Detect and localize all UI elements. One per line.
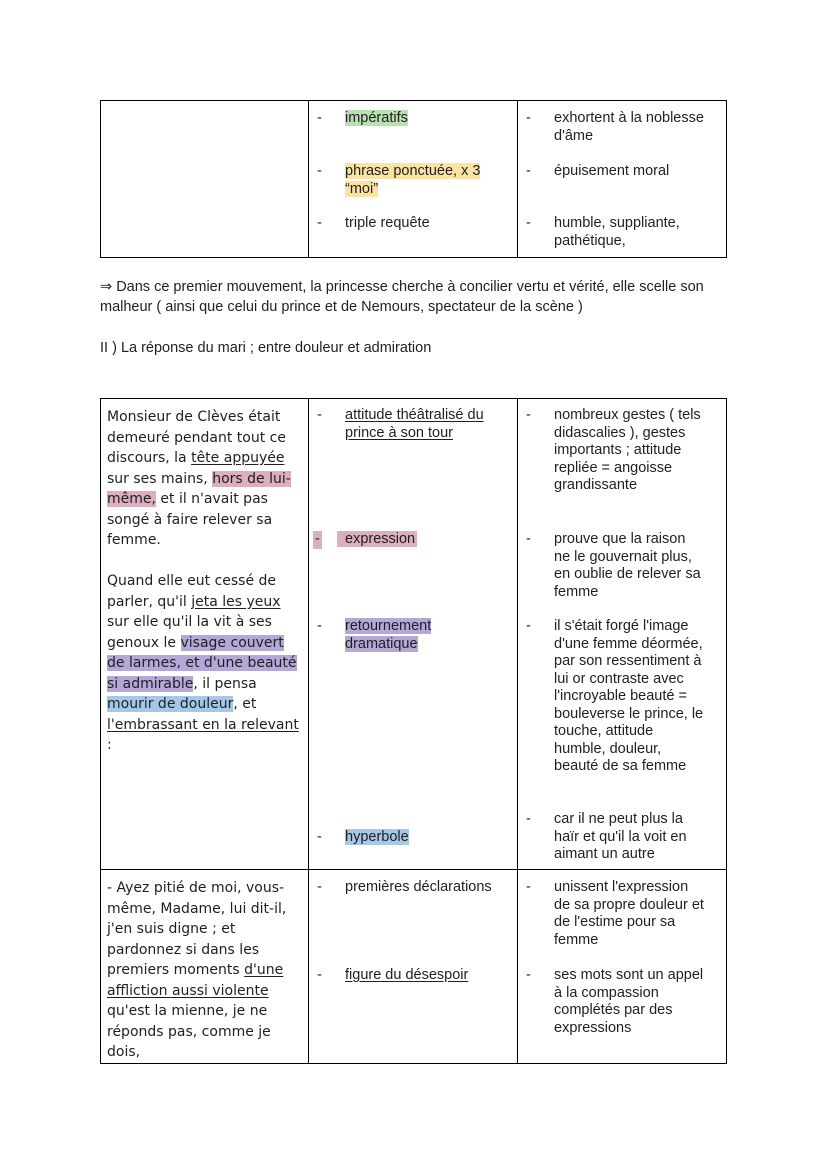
bullet-item: - phrase ponctuée, x 3 “moi” <box>317 163 481 197</box>
effect-cell <box>518 870 727 1064</box>
arrow-icon: ⇒ <box>100 279 113 295</box>
effect-text: ses mots sont un appel à la compassion complétés par des expressions <box>554 967 704 1036</box>
highlighted-phrase: visage couvert de larmes, et d'une beauté si admirable <box>107 634 297 692</box>
bullet-item: - prouve que la raison ne le gouvernait plus, en oublie de relever sa femme <box>526 531 701 600</box>
section-title: II ) La réponse du mari ; entre douleur et admiration <box>100 340 432 356</box>
effect-text: nombreux gestes ( tels didascalies ), gestes importants ; attitude repliée = angoisse grandissante <box>554 407 701 493</box>
bullet-item: - expression <box>315 531 416 547</box>
bullet-item: - exhortent à la noblesse d'âme <box>526 110 704 144</box>
highlighted-phrase: mourir de douleur <box>107 696 234 712</box>
bullet-item: - hyperbole <box>317 829 409 845</box>
effect-text: prouve que la raison ne le gouvernait plus, en oublie de relever sa femme <box>554 531 701 600</box>
underlined-phrase: l'embrassant en la relevant <box>107 716 299 733</box>
conclusion-text: Dans ce premier mouvement, la princesse cherche à concilier vertu et vérité, elle scelle son malheur ( ainsi que celui du prince et de Nemours, spectateur de la scène ) <box>100 279 704 315</box>
bullet-item: - figure du désespoir <box>317 967 469 983</box>
bullet-item: - premières déclarations <box>317 879 492 895</box>
quote-paragraph: Quand elle eut cessé de parler, qu'il jeta les yeux sur elle qu'il la vit à ses genoux le visage couvert de larmes, et d'une beauté si admirable, il pensa mourir de douleur, et l'embrassant en la relevant : <box>107 573 299 753</box>
quote-text <box>101 870 308 1063</box>
bullet-item: - triple requête <box>317 215 430 231</box>
underlined-phrase: tête appuyée <box>191 450 285 466</box>
procedure-cell <box>309 101 518 258</box>
procedure-text: premières déclarations <box>345 879 492 895</box>
highlighted-phrase: hors de lui-même, <box>107 470 291 507</box>
procedure-text: impératifs <box>345 110 408 126</box>
effect-text: car il ne peut plus la haïr et qu'il la voit en aimant un autre <box>554 811 687 862</box>
bullet-item: - nombreux gestes ( tels didascalies ), gestes importants ; attitude repliée = angoisse grandissante <box>526 407 701 493</box>
analysis-table-2 <box>100 398 727 1064</box>
bullet-item: - épuisement moral <box>526 163 670 179</box>
effect-text: unissent l'expression de sa propre douleur et de l'estime pour sa femme <box>554 879 704 948</box>
bullet-item: - car il ne peut plus la haïr et qu'il la voit en aimant un autre <box>526 811 687 862</box>
procedure-text: attitude théâtralisé du prince à son tour <box>345 407 484 441</box>
procedure-text: expression <box>337 531 417 547</box>
bullet-item: - il s'était forgé l'image d'une femme déormée, par son ressentiment à lui or contraste avec l'incroyable beauté = bouleverse le prince, le touche, attitude humble, douleur, beauté de sa femme <box>526 618 704 774</box>
procedure-cell <box>309 870 518 1064</box>
procedure-text: phrase ponctuée, x 3 “moi” <box>345 163 481 197</box>
effect-text: exhortent à la noblesse d'âme <box>554 110 704 144</box>
bullet-item: - retournement dramatique <box>317 618 432 652</box>
conclusion-paragraph <box>100 277 730 317</box>
underlined-phrase: jeta les yeux <box>191 593 281 610</box>
procedure-cell <box>309 399 518 870</box>
bullet-item: - ses mots sont un appel à la compassion complétés par des expressions <box>526 967 704 1036</box>
effect-text: humble, suppliante, pathétique, <box>554 215 680 249</box>
quote-paragraph: - Ayez pitié de moi, vous-même, Madame, lui dit-il, j'en suis digne ; et pardonnez si dans les premiers moments d'une affliction aussi violente qu'est la mienne, je ne réponds pas, comme je dois, <box>107 880 287 1060</box>
quote-cell <box>101 399 309 870</box>
effect-cell <box>518 101 727 258</box>
quote-text <box>101 399 308 756</box>
procedure-text: triple requête <box>345 215 430 231</box>
underlined-phrase: d'une affliction aussi violente <box>107 962 284 999</box>
bullet-item: - attitude théâtralisé du prince à son tour <box>317 407 484 441</box>
bullet-item: - unissent l'expression de sa propre douleur et de l'estime pour sa femme <box>526 879 704 948</box>
effect-text: il s'était forgé l'image d'une femme déormée, par son ressentiment à lui or contraste avec l'incroyable beauté = bouleverse le prince, le touche, attitude humble, douleur, beauté de sa femme <box>554 618 704 774</box>
procedure-text: hyperbole <box>345 829 409 845</box>
effect-text: épuisement moral <box>554 163 670 179</box>
bullet-item: - impératifs <box>317 110 408 126</box>
procedure-text: figure du désespoir <box>345 967 469 983</box>
quote-paragraph: Monsieur de Clèves était demeuré pendant tout ce discours, la tête appuyée sur ses mains, hors de lui-même, et il n'avait pas songé à faire relever sa femme. <box>107 409 291 548</box>
quote-cell <box>101 870 309 1064</box>
bullet-item: - humble, suppliante, pathétique, <box>526 215 680 249</box>
quote-cell-empty <box>101 101 309 258</box>
analysis-table-1 <box>100 100 727 258</box>
effect-cell <box>518 399 727 870</box>
procedure-text: retournement dramatique <box>345 618 432 652</box>
